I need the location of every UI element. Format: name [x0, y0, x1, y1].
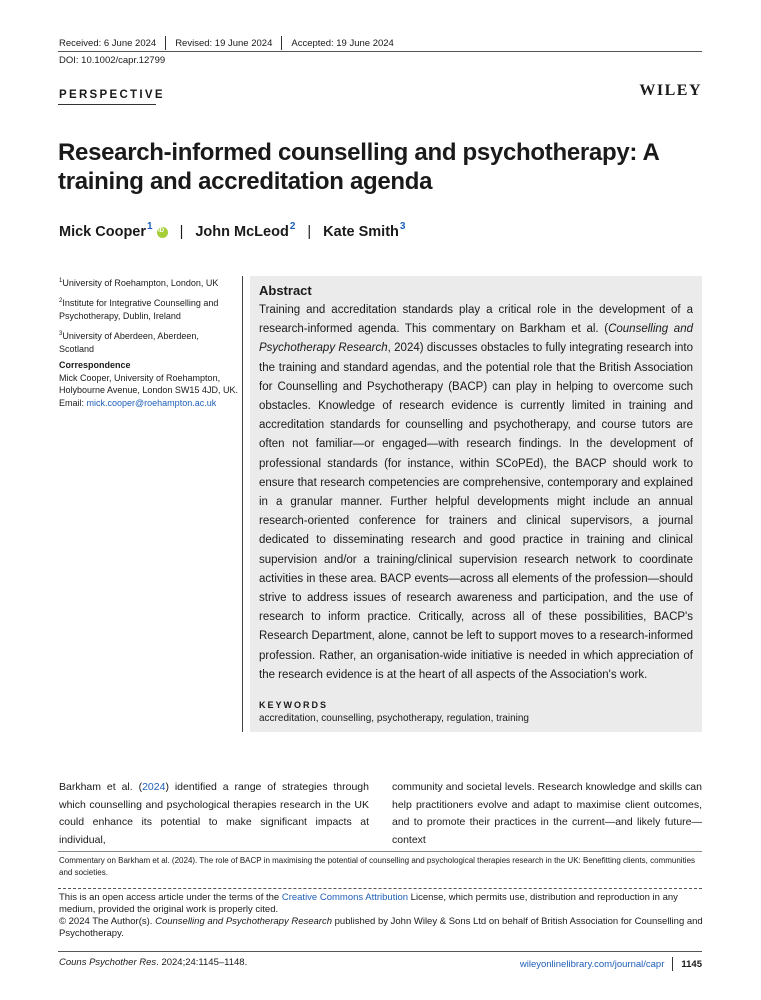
orcid-icon[interactable]: [157, 227, 168, 238]
accepted-date: Accepted: 19 June 2024: [291, 37, 394, 49]
commentary-note: Commentary on Barkham et al. (2024). The role of BACP in maximising the potential of counselling and psychological therapies research in the UK: Benefitting clients, communities and societies.: [59, 856, 696, 877]
affiliation: $^1$University of Roehampton, London, UK: [59, 278, 219, 288]
abstract-rule: [242, 276, 243, 732]
affiliation-sup[interactable]: 1: [147, 221, 153, 232]
correspondence: Correspondence Mick Cooper, University of Roehampton, Holybourne Avenue, London SW15 4JD, UK. Email: mick.cooper@roehampton.ac.uk: [59, 360, 238, 408]
section-rule: [58, 104, 156, 105]
divider: [165, 36, 166, 50]
correspondence-heading: Correspondence: [59, 360, 131, 370]
author-separator: |: [307, 224, 312, 240]
keywords-heading: KEYWORDS: [259, 700, 329, 710]
affiliation: $^3$University of Aberdeen, Aberdeen, Scotland: [59, 331, 199, 354]
license-note: This is an open access article under the terms of the Creative Commons Attribution License, which permits use, distribution and reproduction in any medium, provided the original work is properly cited. © 2024 The Author(s). Counselling and Psychotherapy Research published by John Wiley & Sons Ltd on behalf of British Association for Counselling and Psychotherapy.: [59, 892, 703, 939]
footer-right: [520, 957, 702, 971]
correspondence-text: Mick Cooper, University of Roehampton, Holybourne Avenue, London SW15 4JD, UK.: [59, 372, 238, 395]
author-list: [59, 221, 406, 240]
article-dates: [59, 36, 394, 50]
citation-link[interactable]: 2024: [142, 781, 166, 793]
header-rule: [58, 51, 702, 52]
affiliation-sup[interactable]: 3: [399, 221, 406, 232]
affiliation-sup[interactable]: 2: [289, 221, 296, 232]
divider: [672, 957, 673, 971]
footer-rule: [58, 951, 702, 952]
email-link[interactable]: mick.cooper@roehampton.ac.uk: [86, 397, 217, 408]
dashed-rule: [58, 888, 702, 889]
divider: [281, 36, 282, 50]
abstract-heading: Abstract: [259, 283, 312, 298]
license-link[interactable]: Creative Commons Attribution: [281, 892, 409, 903]
publisher-logo[interactable]: WILEY: [639, 82, 702, 99]
body-column-right: community and societal levels. Research knowledge and skills can help practitioners evolve and adapt to maximise client outcomes, and to promote their practices in the current—and likely future—context: [392, 781, 702, 846]
author-name[interactable]: John McLeod$^2$: [195, 221, 296, 240]
abstract-text: Training and accreditation standards play a critical role in the development of a research-informed agenda. This commentary on Barkham et al. (Counselling and Psychotherapy Research, 2024) discusses obstacles to fully integrating research into the training and standard agendas, and the potential role that the British Association for Counselling and Psychotherapy (BACP) can play in helping to overcome such obstacles. Knowledge of research evidence is currently limited in training and accreditation standards for counselling and psychotherapy, and course tutors are often not familiar—or engaged—with research findings. In the development of professional standards (for instance, within SCoPEd), the BACP should work to ensure that research competencies are comprehensive, contemporary and explained in a granular manner. Further helpful developments might include an annual research-oriented conference for trainers and clinical supervisors, a journal dedicated to disseminating research and good practice in training and clinical supervision and/or a training/clinical supervision research network to coordinate activities in these area. BACP events—across all elements of the profession—should strive to address issues of research awareness and participation, and the use of research to inform practice. Critically, across all of these possibilities, BACP's Research Department, alone, cannot be left to support moves to a research-informed profession. Rather, an organisation-wide initiative is needed in which appreciation of the research evidence is at the heart of all aspects of the Association's work.: [259, 304, 693, 681]
revised-date: Revised: 19 June 2024: [175, 37, 273, 49]
page-number: 1145: [681, 958, 702, 970]
affiliations: [59, 275, 234, 361]
received-date: Received: 6 June 2024: [59, 37, 157, 49]
footnote-rule: [58, 851, 702, 852]
section-label: PERSPECTIVE: [59, 89, 165, 101]
author-name[interactable]: Mick Cooper$^1$: [59, 221, 153, 240]
affiliation: $^2$Institute for Integrative Counselling and Psychotherapy, Dublin, Ireland: [59, 298, 219, 321]
body-column-left: Barkham et al. (2024) identified a range of strategies through which counselling and psychological therapies research in the UK could enhance its potential to make significant impacts at individual,: [59, 781, 369, 846]
article-title: Research-informed counselling and psychotherapy: A training and accreditation agenda: [58, 139, 659, 195]
author-separator: |: [179, 224, 184, 240]
journal-url-link[interactable]: wileyonlinelibrary.com/journal/capr: [519, 958, 665, 970]
author-name[interactable]: Kate Smith$^3$: [323, 221, 406, 240]
keywords-list: accreditation, counselling, psychotherapy, regulation, training: [259, 713, 529, 724]
citation-line: Couns Psychother Res. 2024;24:1145–1148.: [59, 957, 248, 968]
doi[interactable]: DOI: 10.1002/capr.12799: [59, 55, 166, 66]
